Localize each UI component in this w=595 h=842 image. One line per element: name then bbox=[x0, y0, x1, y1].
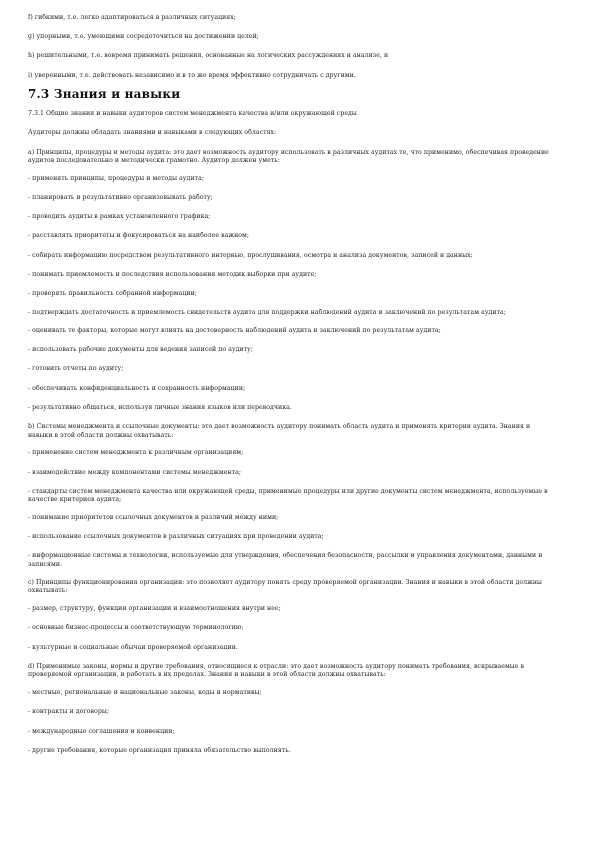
bullet-item: - проводить аудиты в рамках установленного графика; bbox=[28, 213, 211, 221]
bullet-item: - местные, региональные и национальные законы, коды и нормативы; bbox=[28, 689, 262, 697]
bullet-item: - использовать рабочие документы для ведения записей по аудиту; bbox=[28, 346, 253, 354]
list-item-g: g) упорными, т.е. умеющими сосредоточиться на достижении целей; bbox=[28, 33, 259, 41]
bullet-item: - международные соглашения и конвенции; bbox=[28, 727, 175, 735]
bullet-item: - планировать и результативно организовывать работу; bbox=[28, 194, 213, 202]
paragraph-b: b) Системы менеджмента и ссылочные документы: это дает возможность аудитору понимать область аудита и применять критерии аудита. Знания и навыки в этой области должны охватывать: bbox=[28, 422, 531, 439]
paragraph-c: c) Принципы функционирования организации: это позволяет аудитору понять среду проверяемой организации. Знания и навыки в этой области должны охватывать: bbox=[28, 578, 542, 595]
section-heading: 7.3 Знания и навыки bbox=[28, 87, 181, 102]
bullet-item: - обеспечивать конфиденциальность и сохранность информации; bbox=[28, 384, 246, 392]
paragraph-a: a) Принципы, процедуры и методы аудита: это дает возможность аудитору использовать в различных аудитах те, что применимо, обеспечивая проведение аудитов последовательно и методически грамотно. Аудитор должен уметь: bbox=[28, 148, 549, 165]
subsection-heading: 7.3.1 Общие знания и навыки аудиторов систем менеджмента качества и/или окружающей среды bbox=[28, 110, 357, 118]
bullet-item: - контракты и договоры; bbox=[28, 708, 109, 716]
bullet-item: - взаимодействие между компонентами системы менеджмента; bbox=[28, 468, 241, 476]
bullet-item: - собирать информацию посредством результативного интервью, прослушивания, осмотра и анализа документов, записей и данных; bbox=[28, 251, 473, 259]
bullet-item: - понимать приемлемость и последствия использования методик выборки при аудите; bbox=[28, 270, 317, 278]
bullet-item: - оценивать те факторы, которые могут влиять на достоверность наблюдений аудита и заключений по результатам аудита; bbox=[28, 327, 441, 334]
bullet-item: - понимание приоритетов ссылочных документов и различий между ними; bbox=[28, 514, 279, 522]
bullet-item: - расставлять приоритеты и фокусироваться на наиболее важном; bbox=[28, 232, 250, 240]
bullet-item: - результативно общаться, используя личные знания языков или переводчика. bbox=[28, 403, 292, 411]
paragraph-d: d) Применимые законы, нормы и другие требования, относящиеся к отрасли: это дает возможность аудитору понимать требования, вскрываемые в проверяемой организации, и работать в их пределах. Знания и навыки в этой области должны охватывать: bbox=[28, 662, 525, 679]
list-item-i: i) уверенными, т.е. действовать независимо и в то же время эффективно сотрудничать с другими. bbox=[28, 71, 356, 79]
bullet-item: - применять принципы, процедуры и методы аудита; bbox=[28, 174, 204, 182]
list-item-f: f) гибкими, т.е. легко адаптироваться в различных ситуациях; bbox=[28, 14, 236, 21]
bullet-item: - подтверждать достаточность и приемлемость свидетельств аудита для поддержки наблюдений аудита и заключений по результатам аудита; bbox=[28, 309, 506, 317]
intro-text: Аудиторы должны обладать знаниями и навыками в следующих областях: bbox=[28, 129, 277, 137]
bullet-item: - культурные и социальные обычаи проверяемой организации. bbox=[28, 643, 238, 651]
list-item-h: h) решительными, т.е. вовремя принимать решения, основанные на логических рассуждениях и анализе, и bbox=[28, 52, 389, 60]
bullet-item: - основные бизнес-процессы и соответствующую терминологию; bbox=[28, 624, 244, 632]
bullet-item: - другие требования, которые организация приняла обязательство выполнять. bbox=[28, 746, 291, 754]
bullet-item: - стандарты систем менеджмента качества или окружающей среды, применимые процедуры или другие документы систем менеджмента, используемые в качестве критериев аудита; bbox=[28, 487, 548, 504]
bullet-item: - размер, структуру, функции организации и взаимоотношения внутри нее; bbox=[28, 605, 281, 613]
bullet-item: - применение систем менеджмента к различным организациям; bbox=[28, 449, 244, 457]
bullet-item: - готовить отчеты по аудиту; bbox=[28, 365, 124, 373]
bullet-item: - информационные системы и технологии, используемые для утверждения, обеспечения безопасности, рассылки и управления документами, данными и записями. bbox=[28, 552, 543, 569]
bullet-item: - использование ссылочных документов в различных ситуациях при проведении аудита; bbox=[28, 533, 324, 541]
bullet-item: - проверять правильность собранной информации; bbox=[28, 290, 197, 298]
